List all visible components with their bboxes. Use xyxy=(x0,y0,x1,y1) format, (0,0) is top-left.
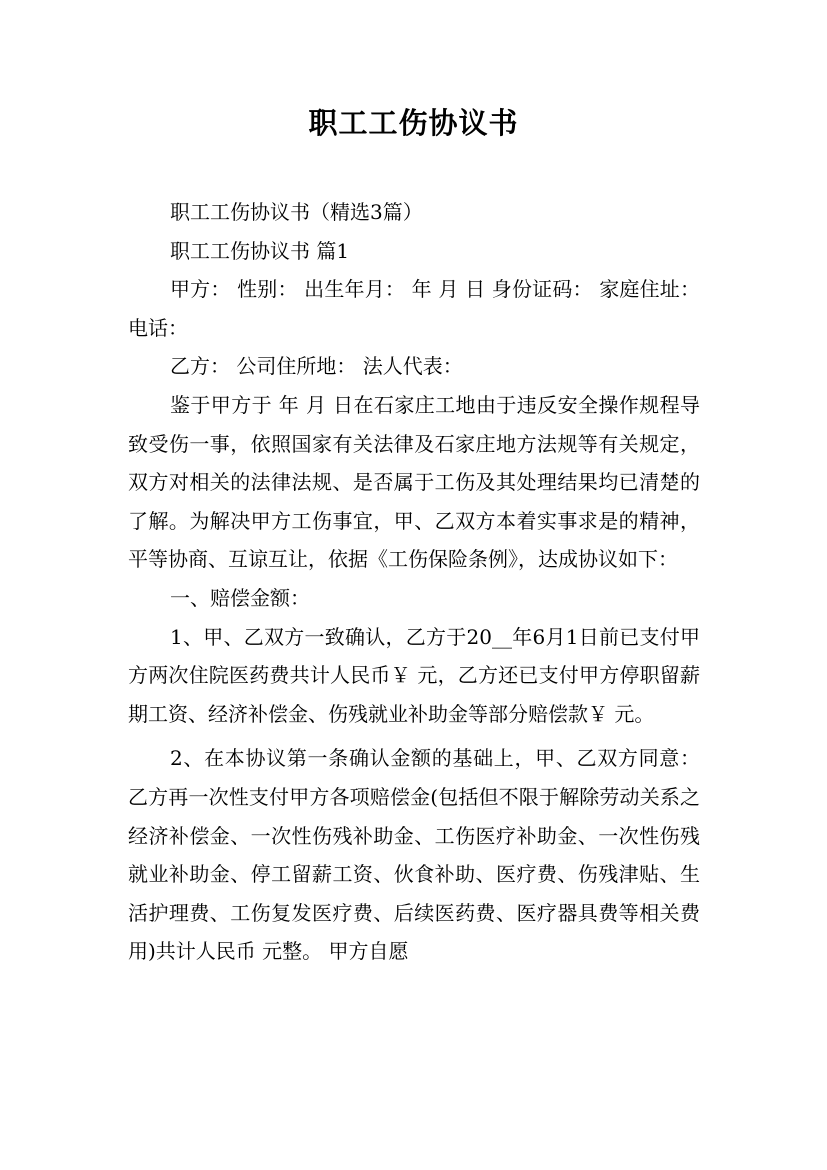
clause-2-paragraph: 2、在本协议第一条确认金额的基础上，甲、乙双方同意：乙方再一次性支付甲方各项赔偿金(包括但不限于解除劳动关系之经济补偿金、一次性伤残补助金、工伤医疗补助金、一次性伤残就业补助金、停工留薪工资、伙食补助、医疗费、伤残津贴、生活护理费、工伤复发医疗费、后续医药费、医疗器具费等相关费用)共计人民币 元整。 甲方自愿 xyxy=(128,746,700,964)
party-a-info: 甲方： 性别： 出生年月： 年 月 日 身份证码： 家庭住址： 电话： xyxy=(128,277,700,340)
clause-heading-compensation: 一、赔偿金额： xyxy=(170,585,310,610)
party-b-info: 乙方： 公司住所地： 法人代表： xyxy=(170,354,463,379)
subtitle-paragraph: 职工工伤协议书（精选3篇） xyxy=(170,200,423,224)
section-heading: 职工工伤协议书 篇1 xyxy=(170,238,350,263)
document-body xyxy=(128,193,700,971)
preamble-paragraph: 鉴于甲方于 年 月 日在石家庄工地由于违反安全操作规程导致受伤一事，依照国家有关法律及石家庄地方法规等有关规定，双方对相关的法律法规、是否属于工伤及其处理结果均已清楚的了解。为解决甲方工伤事宜，甲、乙双方本着实事求是的精神，平等协商、互谅互让，依据《工伤保险条例》，达成协议如下： xyxy=(128,392,700,572)
clause-1-paragraph: 1、甲、乙双方一致确认，乙方于20__年6月1日前已支付甲方两次住院医药费共计人民币￥ 元，乙方还已支付甲方停职留薪期工资、经济补偿金、伤残就业补助金等部分赔偿款￥ 元。 xyxy=(128,624,700,726)
document-title: 职工工伤协议书 xyxy=(308,106,519,140)
